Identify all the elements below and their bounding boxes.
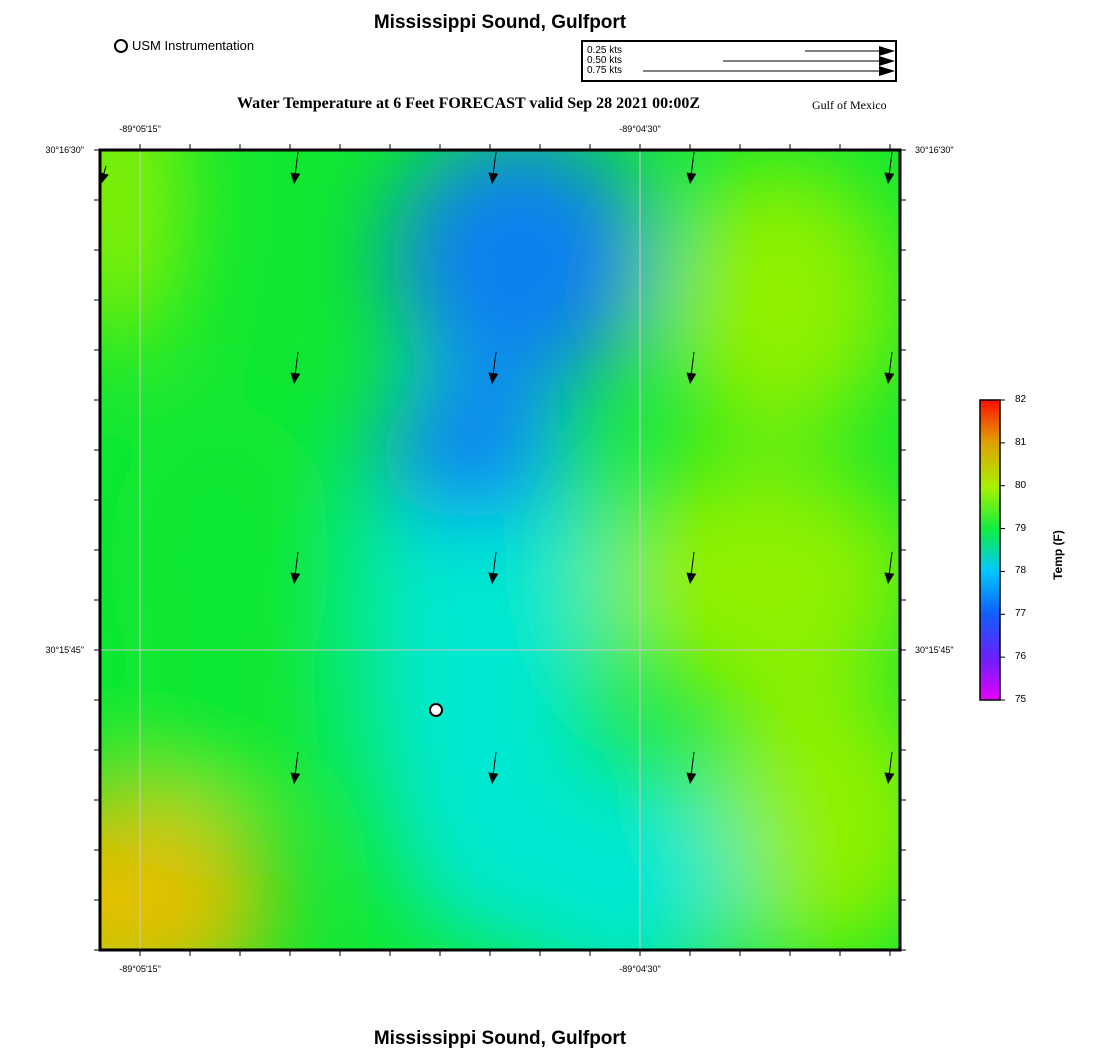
temperature-field	[0, 50, 940, 1010]
footer-title: Mississippi Sound, Gulfport	[373, 1028, 627, 1049]
map-title: Mississippi Sound, Gulfport	[373, 12, 627, 33]
top-lon-label-1: -89°05'15"	[119, 124, 161, 134]
instrument-station-icon[interactable]	[430, 704, 442, 716]
colorbar-tick-label: 81	[1015, 436, 1027, 448]
colorbar-tick-label: 82	[1015, 394, 1027, 405]
colorbar-tick-label: 75	[1015, 694, 1027, 705]
colorbar-tick-label: 80	[1015, 479, 1027, 491]
colorbar-gradient	[980, 400, 1000, 700]
colorbar-tick-label: 77	[1015, 608, 1027, 620]
colorbar-title: Temp (F)	[1051, 530, 1065, 580]
colorbar	[980, 400, 1005, 700]
left-lat-label-2: 30°15'45"	[45, 645, 84, 655]
right-lat-label-1: 30°16'30"	[915, 145, 954, 155]
map-subtitle: Water Temperature at 6 Feet FORECAST valid Sep 28 2021 00:00Z	[237, 95, 701, 112]
top-lon-label-2: -89°04'30"	[619, 124, 661, 134]
instrument-legend-label: USM Instrumentation	[132, 38, 255, 53]
bottom-lon-label-1: -89°05'15"	[119, 964, 161, 974]
colorbar-tick-label: 79	[1015, 522, 1027, 534]
left-lat-label-1: 30°16'30"	[45, 145, 84, 155]
colorbar-tick-label: 76	[1015, 651, 1027, 663]
bottom-lon-label-2: -89°04'30"	[619, 964, 661, 974]
right-lat-label-2: 30°15'45"	[915, 645, 954, 655]
speed-label-075: 0.75 kts	[587, 65, 623, 76]
speed-label-050: 0.50 kts	[587, 55, 623, 66]
speed-label-025: 0.25 kts	[587, 45, 623, 56]
colorbar-tick-label: 78	[1015, 565, 1027, 577]
region-label: Gulf of Mexico	[812, 98, 887, 112]
